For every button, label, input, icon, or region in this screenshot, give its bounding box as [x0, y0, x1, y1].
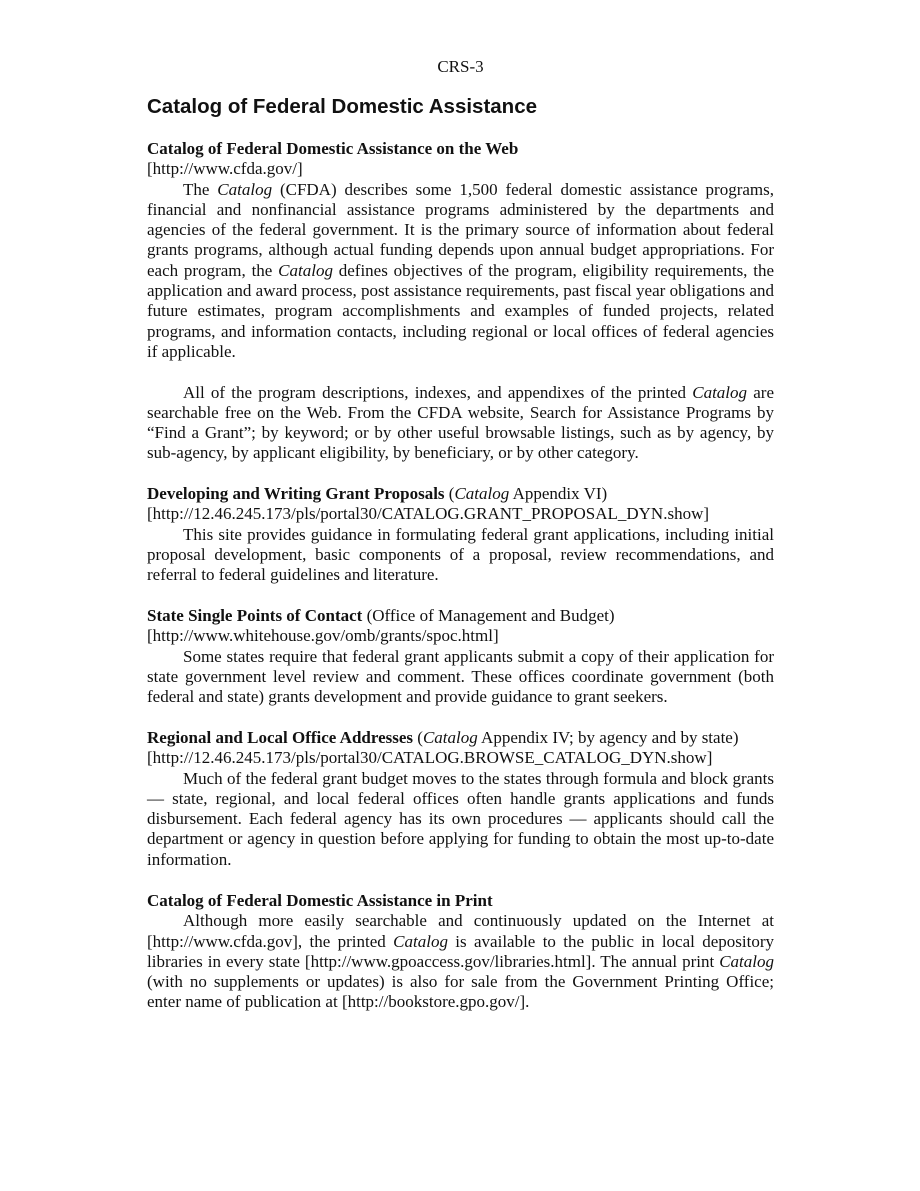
section-url: [http://www.whitehouse.gov/omb/grants/spoc.html] — [147, 626, 499, 646]
section-paragraph: This site provides guidance in formulating federal grant applications, including initial proposal development, basic components of a proposal, review recommendations, and referral to federal guidelines and literature. — [147, 524, 774, 585]
page-number: CRS-3 — [437, 57, 484, 76]
section-grant-proposals — [147, 484, 774, 585]
section-heading: Catalog of Federal Domestic Assistance on the Web — [147, 139, 519, 158]
section-url: [http://12.46.245.173/pls/portal30/CATALOG.GRANT_PROPOSAL_DYN.show] — [147, 504, 710, 524]
section-paragraph: All of the program descriptions, indexes, and appendixes of the printed Catalog are searchable free on the Web. From the CFDA website, Search for Assistance Programs by “Find a Grant”; by keyword; or by other useful browsable listings, such as by agency, by sub-agency, by applicant eligibility, by beneficiary, or by other category. — [147, 382, 774, 463]
section-paragraph: Much of the federal grant budget moves to the states through formula and block grants — state, regional, and local federal offices often handle grants applications and funds disbursement. Each federal agency has its own procedures — applicants should call the department or agency in question before applying for funding to obtain the most up-to-date information. — [147, 768, 774, 869]
section-cfda-web — [147, 139, 774, 464]
page-title: Catalog of Federal Domestic Assistance — [147, 95, 538, 118]
section-paragraph: The Catalog (CFDA) describes some 1,500 federal domestic assistance programs, financial and nonfinancial assistance programs administered by the departments and agencies of the federal government. It is the primary source of information about federal grants programs, although actual funding depends upon annual budget appropriations. For each program, the Catalog defines objectives of the program, eligibility requirements, the application and award process, post assistance requirements, past fiscal year obligations and future estimates, program accomplishments and examples of funded projects, related programs, and information contacts, including regional or local offices of federal agencies if applicable. — [147, 179, 775, 361]
section-paragraph: Some states require that federal grant applicants submit a copy of their application for state government level review and comment. These offices coordinate government (both federal and state) grants development and provide guidance to grant seekers. — [147, 646, 774, 707]
section-url: [http://www.cfda.gov/] — [147, 159, 303, 179]
section-heading: Catalog of Federal Domestic Assistance in Print — [147, 891, 493, 910]
section-url: [http://12.46.245.173/pls/portal30/CATALOG.BROWSE_CATALOG_DYN.show] — [147, 748, 713, 768]
section-heading: Regional and Local Office Addresses (Catalog Appendix IV; by agency and by state) — [147, 728, 739, 747]
section-heading: Developing and Writing Grant Proposals (Catalog Appendix VI) — [147, 484, 608, 503]
section-paragraph: Although more easily searchable and continuously updated on the Internet at [http://www.cfda.gov], the printed Catalog is available to the public in local depository libraries in every state [http://www.gpoaccess.gov/libraries.html]. The annual print Catalog (with no supplements or updates) is also for sale from the Government Printing Office; enter name of publication at [http://bookstore.gpo.gov/]. — [147, 911, 774, 1012]
section-heading: State Single Points of Contact (Office of Management and Budget) — [147, 606, 615, 625]
section-regional-offices — [147, 728, 774, 870]
section-state-contacts — [147, 606, 774, 707]
section-print-catalog — [147, 891, 774, 1013]
